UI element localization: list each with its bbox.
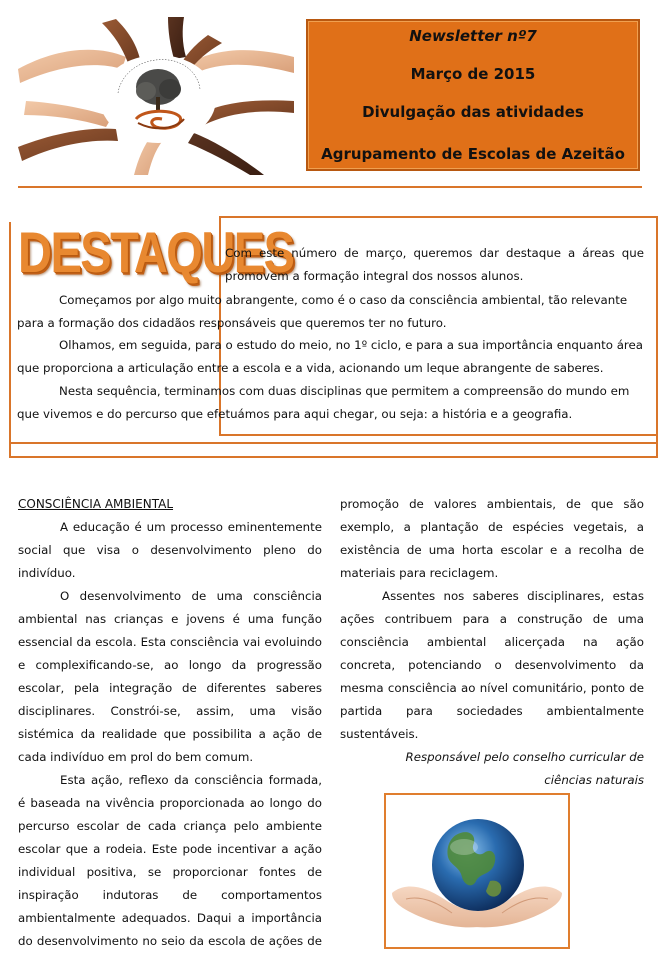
destaques-line-1: Com este número de março, queremos dar destaque a áreas que — [225, 246, 644, 260]
left-line-11: cada indivíduo em prol do bem comum. — [18, 750, 254, 764]
newsletter-number: Newsletter nº7 — [409, 27, 537, 45]
signature-line-2: ciências naturais — [544, 773, 644, 787]
right-line-1: promoção de valores ambientais, de que são — [340, 497, 644, 511]
left-line-9: disciplinares. Constrói-se, assim, uma visão — [18, 704, 322, 718]
right-line-3: existência de uma horta escolar e a recolha de — [340, 543, 644, 557]
right-line-4: materiais para reciclagem. — [340, 566, 499, 580]
destaques-line-3: Começamos por algo muito abrangente, como é o caso da consciência ambiental, tão relevante — [59, 293, 628, 307]
newsletter-header-box — [306, 19, 640, 171]
left-line-2: social que visa o desenvolvimento pleno do — [18, 543, 322, 557]
right-line-2: exemplo, a plantação de espécies vegetais, a — [340, 520, 644, 534]
newsletter-subtitle: Divulgação das atividades — [362, 103, 584, 121]
destaques-line-8: que vivemos e do percurso que efetuámos para aqui chegar, ou seja: a história e a geografia. — [17, 407, 573, 421]
left-line-16: individual positiva, se proporcionar fontes de — [18, 865, 322, 879]
signature-line-1: Responsável pelo conselho curricular de — [405, 750, 644, 764]
left-line-17: inspiração indutoras de comportamentos — [18, 888, 322, 902]
left-line-12: Esta ação, reflexo da consciência formada, — [60, 773, 322, 787]
right-line-7: consciência ambiental alicerçada na ação — [340, 635, 644, 649]
left-line-19: do desenvolvimento no seio da escola de ações de — [18, 934, 322, 948]
left-line-4: O desenvolvimento de uma consciência — [60, 589, 322, 603]
school-name: Agrupamento de Escolas de Azeitão — [321, 145, 625, 163]
destaques-title: DESTAQUES — [18, 219, 294, 285]
left-line-15: escolar que a rodeia. Este pode incentivar a ação — [18, 842, 322, 856]
right-line-6: ações contribuem para a construção de uma — [340, 612, 644, 626]
right-line-11: sustentáveis. — [340, 727, 419, 741]
destaques-line-4: para a formação dos cidadãos responsáveis que queremos ter no futuro. — [17, 316, 447, 330]
left-line-1: A educação é um processo eminentemente — [60, 520, 322, 534]
destaques-line-7: Nesta sequência, terminamos com duas disciplinas que permitem a compreensão do mundo em — [59, 384, 630, 398]
left-line-14: percurso escolar de cada criança pelo ambiente — [18, 819, 322, 833]
left-line-6: essencial da escola. Esta consciência vai evoluindo — [18, 635, 322, 649]
left-line-5: ambiental nas crianças e jovens é uma função — [18, 612, 322, 626]
right-line-10: partida para sociedades ambientalmente — [340, 704, 644, 718]
newsletter-date: Março de 2015 — [410, 65, 536, 83]
header-divider — [18, 186, 642, 188]
destaques-bottom-border — [9, 442, 658, 444]
destaques-line-5: Olhamos, em seguida, para o estudo do meio, no 1º ciclo, e para a sua importância enquanto área — [59, 338, 644, 352]
left-line-13: é baseada na vivência proporcionada ao longo do — [18, 796, 322, 810]
right-line-8: concreta, potenciando o desenvolvimento da — [340, 658, 644, 672]
left-line-8: escolar, pela integração de diferentes saberes — [18, 681, 322, 695]
school-logo — [18, 17, 294, 175]
right-line-5: Assentes nos saberes disciplinares, estas — [382, 589, 644, 603]
left-line-3: indivíduo. — [18, 566, 76, 580]
destaques-line-6: que proporciona a articulação entre a escola e a vida, acionando um leque abrangente de saberes. — [17, 361, 604, 375]
left-line-18: ambientalmente adequados. Daqui a importância — [18, 911, 322, 925]
article-heading: CONSCIÊNCIA AMBIENTAL — [18, 497, 174, 511]
destaques-line-2: promovem a formação integral dos nossos alunos. — [225, 269, 524, 283]
left-line-7: e complexificando-se, ao longo da progressão — [18, 658, 322, 672]
destaques-left-border — [9, 222, 11, 458]
right-line-9: mesma consciência ao nível comunitário, ponto de — [340, 681, 644, 695]
left-line-10: sistémica da realidade que possibilita a ação de — [18, 727, 322, 741]
globe-hands-image — [384, 793, 570, 949]
